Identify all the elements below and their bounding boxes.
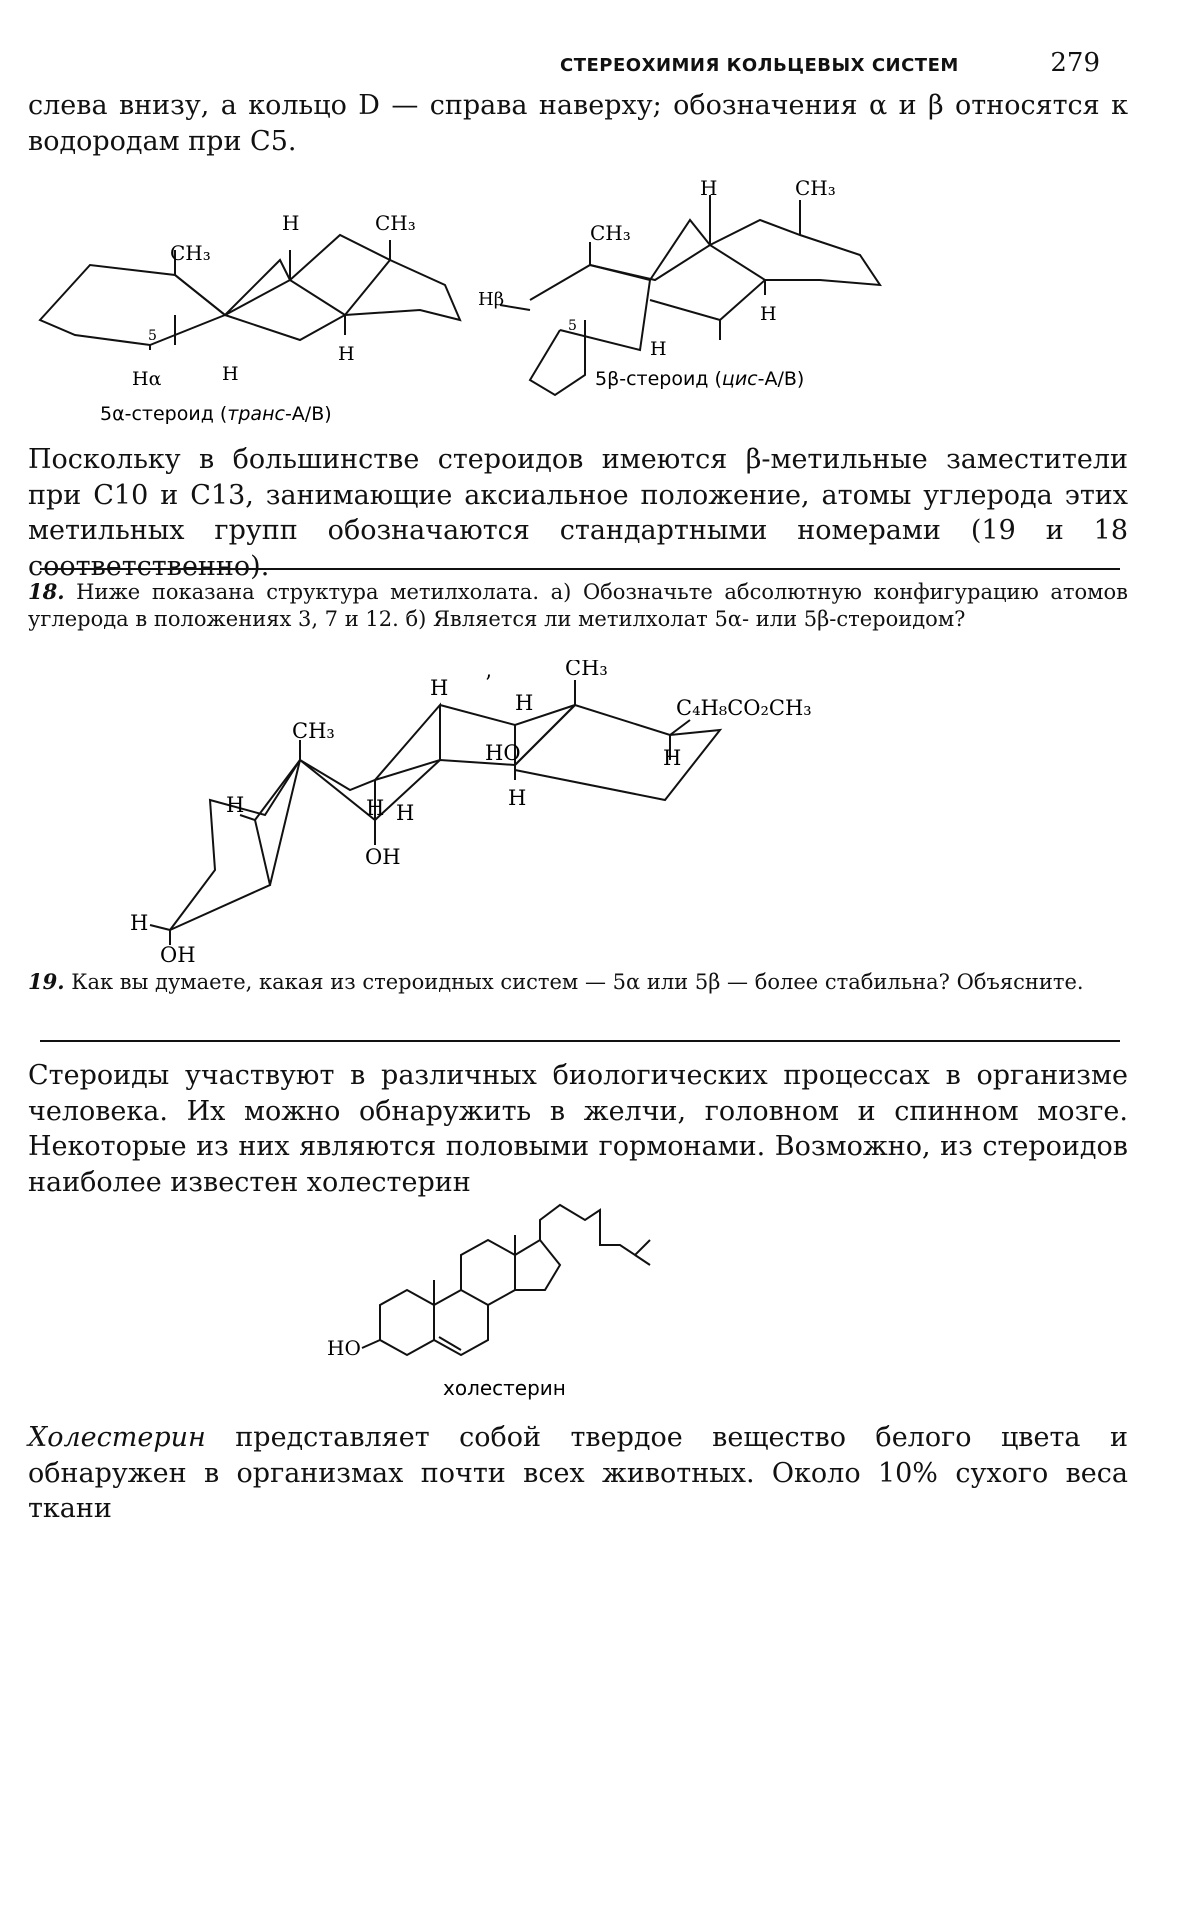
methyl-groups-paragraph: Поскольку в большинстве стероидов имеются β-метильные заместители при C10 и C13, занимающие аксиальное положение, атомы углерода этих метильных групп обозначаются стандартными номерами (19 и 18 соответственно). [28, 444, 1128, 582]
cis-caption-tail: -A/B) [757, 368, 805, 390]
methyl-cholate-figure [0, 660, 1200, 970]
cholesterol-lead: Холестерин [28, 1422, 206, 1453]
page-number: 279 [1050, 48, 1100, 78]
trans-h-top-label: H [282, 211, 300, 235]
trans-c5-label: 5 [148, 328, 157, 344]
cis-c5-label: 5 [568, 318, 577, 334]
top-divider [40, 568, 1120, 570]
trans-ch3-left-label: CH₃ [170, 241, 211, 265]
cholesterol-text: представляет собой твердое вещество белого цвета и обнаружен в организмах почти всех животных. Около 10% сухого веса ткани [28, 1422, 1128, 1525]
cis-caption-italic: цис [721, 368, 758, 390]
cis-h-right-label: H [760, 303, 777, 325]
problem-19-text: Как вы думаете, какая из стероидных систем — 5α или 5β — более стабильна? Объясните. [71, 970, 1084, 994]
problem-18-number: 18. [28, 579, 65, 604]
problem-18 [28, 578, 1128, 634]
cis-h-bottom-label: H [650, 338, 667, 360]
methyl-cholate-side-chain-label: C₄H₈CO₂CH₃ [676, 696, 812, 720]
trans-h-alpha-label: Hα [132, 368, 162, 390]
cholesterol-figure [0, 1200, 1200, 1410]
methyl-cholate-h-side-label: H [663, 746, 682, 770]
trans-ab-steroid-structure [40, 235, 460, 350]
cis-h-beta-label: Hβ [478, 289, 505, 310]
trans-caption-tail: -A/B) [284, 403, 332, 425]
cis-caption-main: 5β-стероид ( [595, 368, 722, 390]
methyl-cholate-ch3-c10-label: CH₃ [292, 719, 335, 743]
problem-19-number: 19. [28, 969, 65, 994]
bottom-divider [40, 1040, 1120, 1042]
methyl-cholate-h-c12-label: H [515, 691, 534, 715]
cis-caption [595, 368, 804, 390]
trans-caption-main: 5α-стероид ( [100, 403, 228, 425]
cis-ab-steroid-structure [500, 195, 880, 395]
cis-ch3-left-label: CH₃ [590, 221, 631, 245]
trans-h-right-label: H [338, 343, 355, 365]
methyl-cholate-h-c14-label: H [508, 786, 527, 810]
methyl-cholate-h-c8-label: H [366, 796, 385, 820]
methyl-cholate-oh-c3-label: OH [160, 943, 196, 967]
intro-paragraph: слева внизу, а кольцо D — справа наверху; обозначения α и β относятся к водородам при C5. [28, 90, 1128, 157]
methyl-cholate-h-c7-label: H [396, 801, 415, 825]
problem-19 [28, 968, 1128, 996]
running-title: СТЕРЕОХИМИЯ КОЛЬЦЕВЫХ СИСТЕМ [560, 55, 959, 76]
problem-18-text: Ниже показана структура метилхолата. а) Обозначьте абсолютную конфигурацию атомов углерода в положениях 3, 7 и 12. б) Является ли метилхолат 5α- или 5β-стероидом? [28, 580, 1128, 632]
trans-h-bottom-label: H [222, 363, 239, 385]
cholesterol-caption: холестерин [443, 1376, 566, 1400]
trans-caption [100, 403, 332, 425]
trans-ch3-top-label: CH₃ [375, 211, 416, 235]
methyl-cholate-ch3-top-label: CH₃ [565, 660, 608, 680]
methyl-cholate-h-c3-label: H [130, 911, 149, 935]
cholesterol-ho-label: HO [327, 1336, 361, 1360]
steroids-paragraph: Стероиды участвуют в различных биологических процессах в организме человека. Их можно обнаружить в желчи, головном и спинном мозге. Некоторые из них являются половыми гормонами. Возможно, из стероидов наиболее известен холестерин [28, 1060, 1128, 1198]
methyl-cholate-ho-c12-label: HO [485, 741, 521, 765]
cholesterol-paragraph [28, 1420, 1128, 1527]
methyl-cholate-oh-c7-label: OH [365, 845, 401, 869]
methyl-cholate-apostrophe: ’ [485, 671, 492, 695]
methyl-cholate-h-top-label: H [430, 676, 449, 700]
methyl-cholate-h-c5-label: H [226, 793, 245, 817]
trans-caption-italic: транс [227, 403, 285, 425]
cholesterol-skeleton [362, 1205, 650, 1355]
cis-h-top-label: H [700, 180, 718, 200]
page-header [560, 48, 1100, 78]
cis-ch3-top-label: CH₃ [795, 180, 836, 200]
